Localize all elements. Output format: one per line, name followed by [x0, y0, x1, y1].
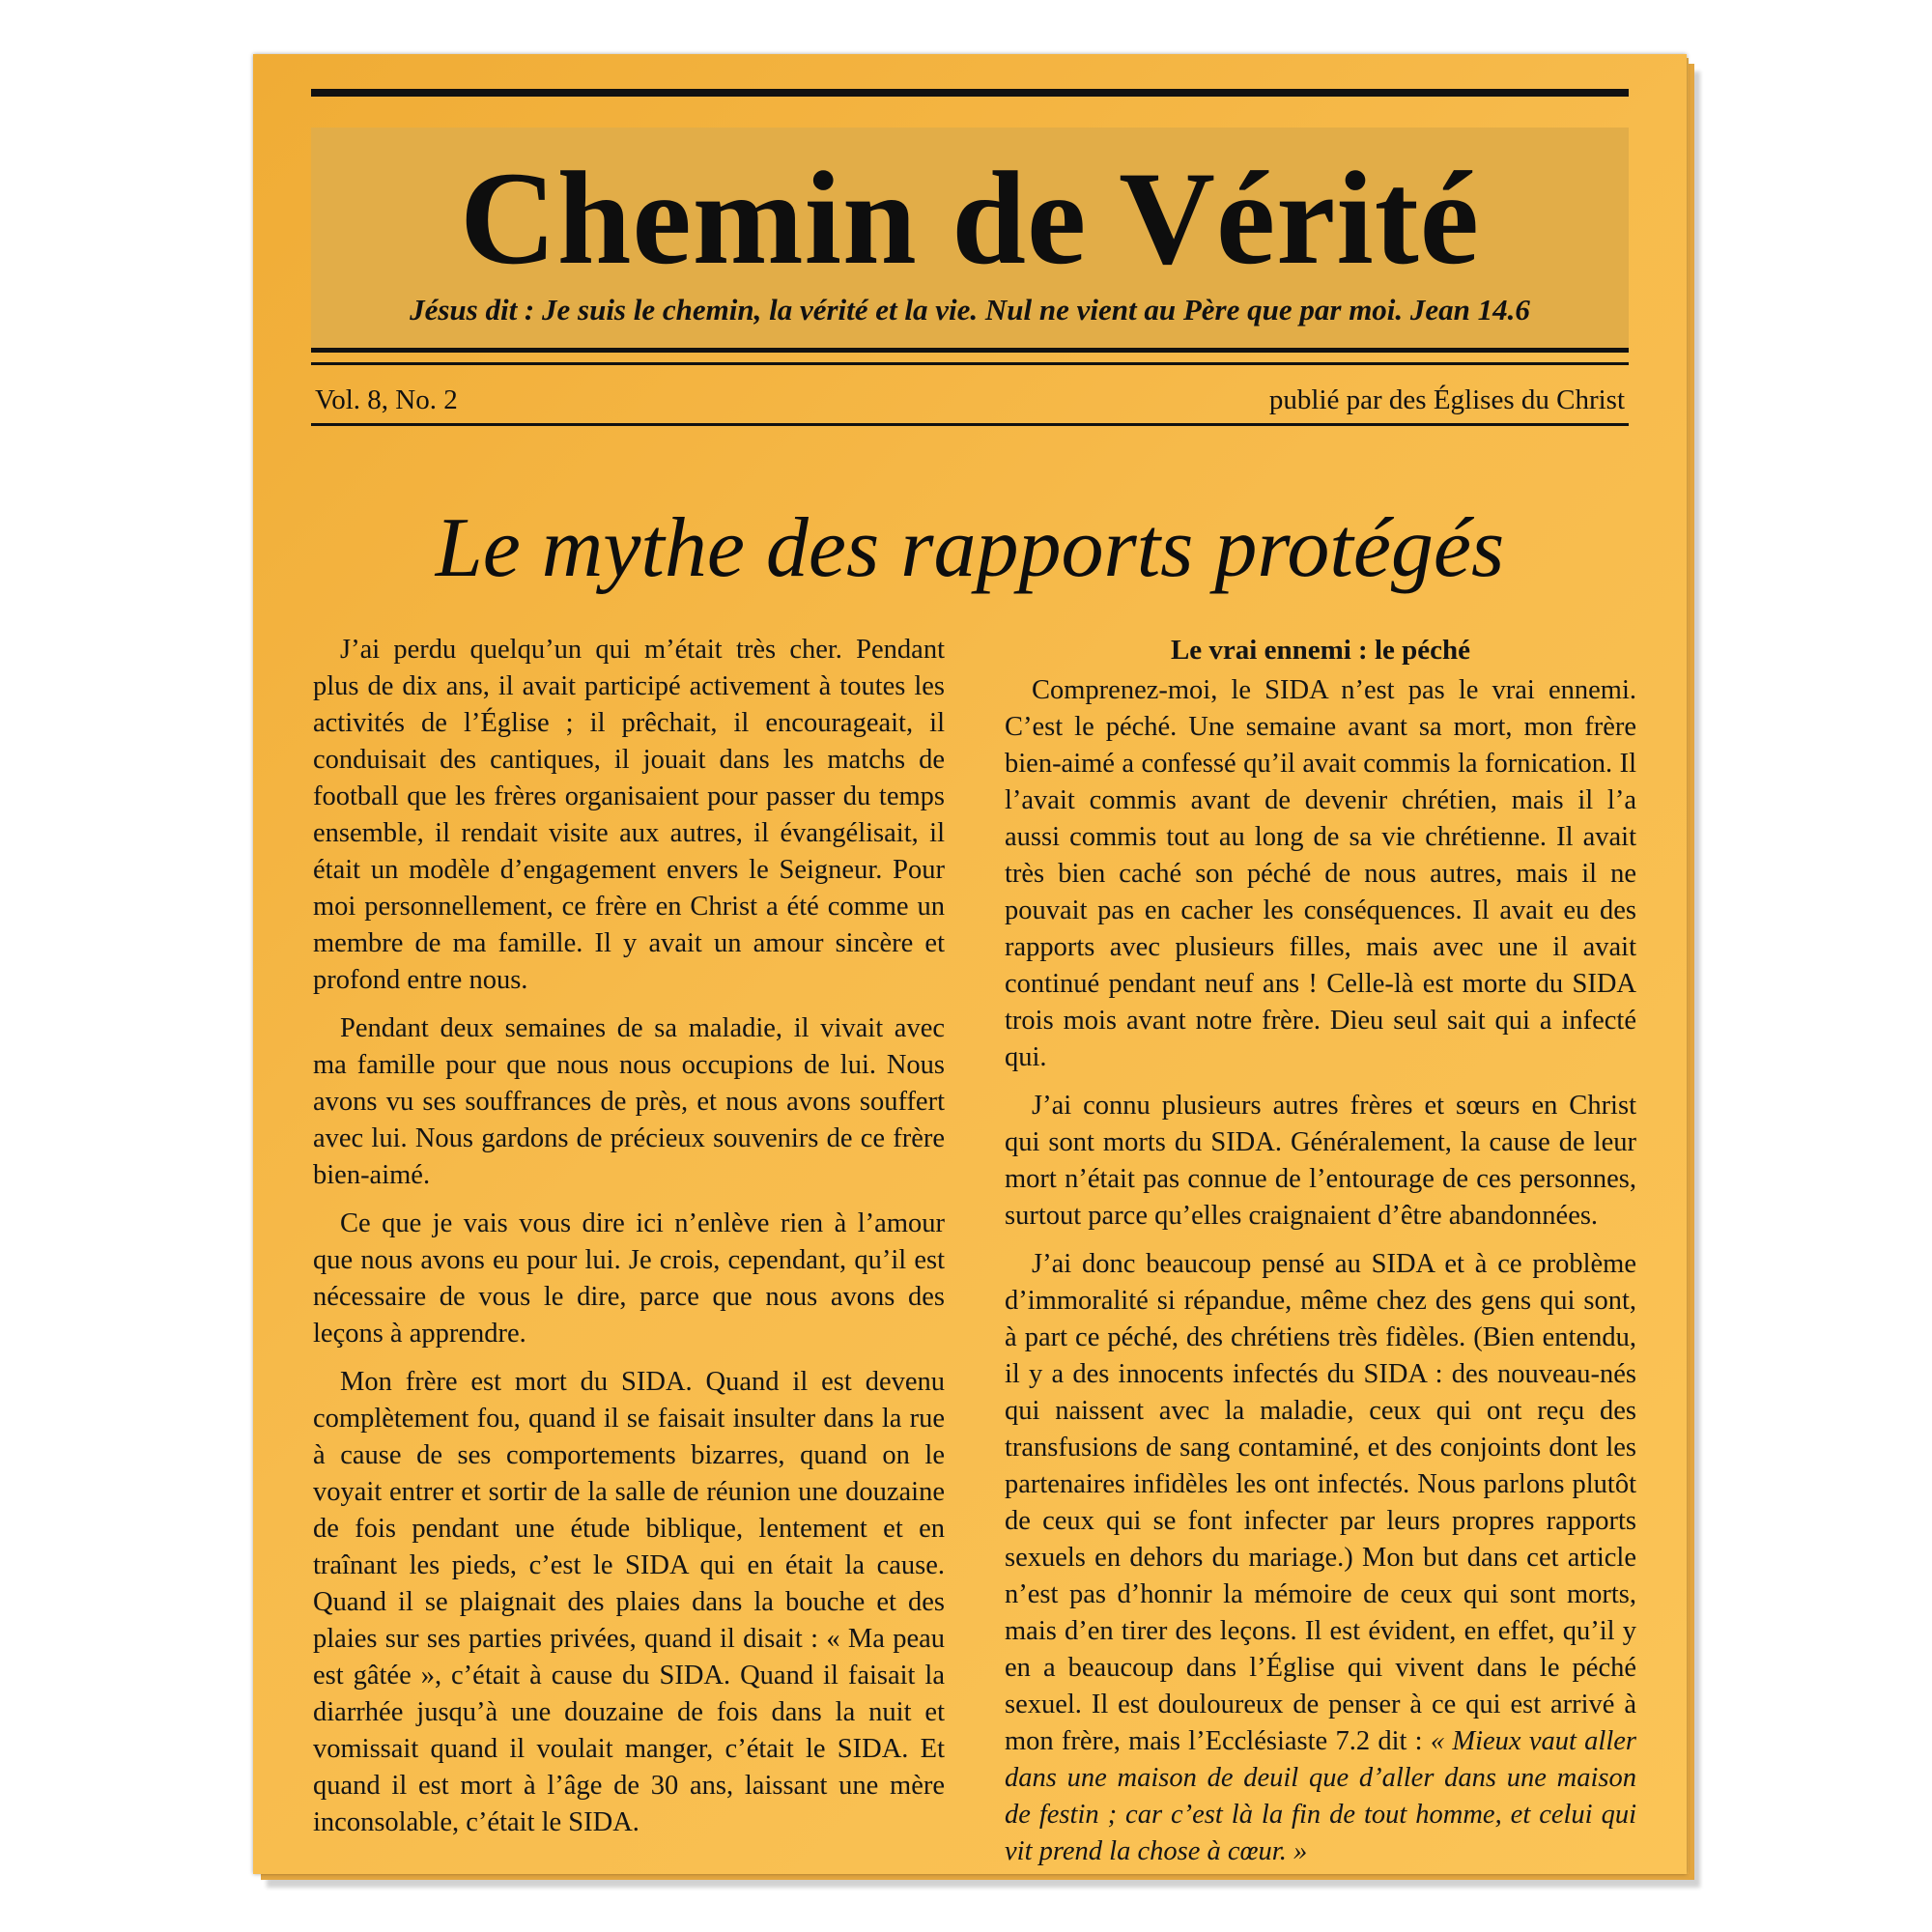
masthead-bottom-rule — [311, 348, 1629, 353]
paragraph: J’ai connu plusieurs autres frères et sœurs en Christ qui sont morts du SIDA. Généralement, la cause de leur mort n’était pas connue de l’entourage de ces personnes, surtout parce qu’elles craignaient d’être abandonnées. — [1005, 1091, 1636, 1231]
issue-bar-rule — [311, 423, 1629, 426]
paragraph: J’ai perdu quelqu’un qui m’était très cher. Pendant plus de dix ans, il avait participé activement à toutes les activités de l’Église ; il prêchait, il encourageait, il conduisait des cantiques, il jouait dans les matchs de football que les frères organisaient pour passer du temps ensemble, il rendait visite aux autres, il évangélisait, il était un modèle d’engagement envers le Seigneur. Pour moi personnellement, ce frère en Christ a été comme un membre de ma famille. Il y avait un amour sincère et profond entre nous. — [313, 635, 945, 995]
article-column-left — [313, 632, 945, 1853]
paragraph: Comprenez-moi, le SIDA n’est pas le vrai ennemi. C’est le péché. Une semaine avant sa mort, mon frère bien-aimé a confessé qu’il avait commis la fornication. Il l’avait commis avant de devenir chrétien, mais il l’a aussi commis tout au long de sa vie chrétienne. Il avait très bien caché son péché de nous autres, mais il ne pouvait pas en cacher les conséquences. Il avait eu des rapports avec plusieurs filles, mais avec une il avait continué pendant neuf ans ! Celle-là est morte du SIDA trois mois avant notre frère. Dieu seul sait qui a infecté qui. — [1005, 675, 1636, 1072]
paragraph-with-quote — [1005, 1246, 1636, 1870]
masthead-thin-rule — [311, 362, 1629, 365]
article-column-right — [1005, 632, 1636, 1882]
volume-number: Vol. 8, No. 2 — [315, 384, 458, 415]
section-subheading: Le vrai ennemi : le péché — [1170, 635, 1471, 666]
article-headline: Le mythe des rapports protégés — [435, 501, 1505, 595]
paragraph: Ce que je vais vous dire ici n’enlève rien à l’amour que nous avons eu pour lui. Je crois, cependant, qu’il est nécessaire de vous le dire, parce que nous avons des leçons à apprendre. — [313, 1208, 945, 1349]
scripture-quote: « Mieux vaut aller dans une maison de deuil que d’aller dans une maison de festin ; car c’est là la fin de tout homme, et celui qui vit prend la chose à cœur. » — [1005, 1726, 1636, 1866]
paragraph-text: J’ai donc beaucoup pensé au SIDA et à ce problème d’immoralité si répandue, même chez des gens qui sont, à part ce péché, des chrétiens très fidèles. (Bien entendu, il y a des innocents infectés du SIDA : des nouveau-nés qui naissent avec la maladie, ceux qui ont reçu des transfusions de sang contaminé, et des conjoints dont les partenaires infidèles les ont infectés. Nous parlons plutôt de ceux qui se font infecter par leurs propres rapports sexuels en dehors du mariage.) Mon but dans cet article n’est pas d’honnir la mémoire de ceux qui sont morts, mais d’en tirer des leçons. Il est évident, en effet, qu’il y en a beaucoup dans l’Église qui vivent dans le péché sexuel. Il est douloureux de penser à ce qui est arrivé à mon frère, mais l’Ecclésiaste 7.2 dit : — [1005, 1249, 1636, 1756]
paragraph: Mon frère est mort du SIDA. Quand il est devenu complètement fou, quand il se faisait insulter dans la rue à cause de ses comportements bizarres, quand on le voyait entrer et sortir de la salle de réunion une douzaine de fois pendant une étude biblique, lentement et en traînant les pieds, c’est le SIDA qui en était la cause. Quand il se plaignait des plaies dans la bouche et des plaies sur ses parties privées, quand il disait : « Ma peau est gâtée », c’était à cause du SIDA. Quand il faisait la diarrhée jusqu’à une douzaine de fois dans la nuit et vomissait quand il voulait manger, c’était le SIDA. Et quand il est mort à l’âge de 30 ans, laissant une mère inconsolable, c’était le SIDA. — [313, 1367, 945, 1837]
newsletter-title: Chemin de Vérité — [460, 144, 1480, 292]
newsletter-motto: Jésus dit : Je suis le chemin, la vérité et la vie. Nul ne vient au Père que par moi. Jean 14.6 — [410, 293, 1530, 327]
top-rule — [311, 89, 1629, 97]
newsletter-page — [253, 54, 1687, 1874]
publisher-line: publié par des Églises du Christ — [1268, 384, 1625, 415]
paragraph: Pendant deux semaines de sa maladie, il vivait avec ma famille pour que nous nous occupions de lui. Nous avons vu ses souffrances de près, et nous avons souffert avec lui. Nous gardons de précieux souvenirs de ce frère bien-aimé. — [313, 1013, 945, 1190]
